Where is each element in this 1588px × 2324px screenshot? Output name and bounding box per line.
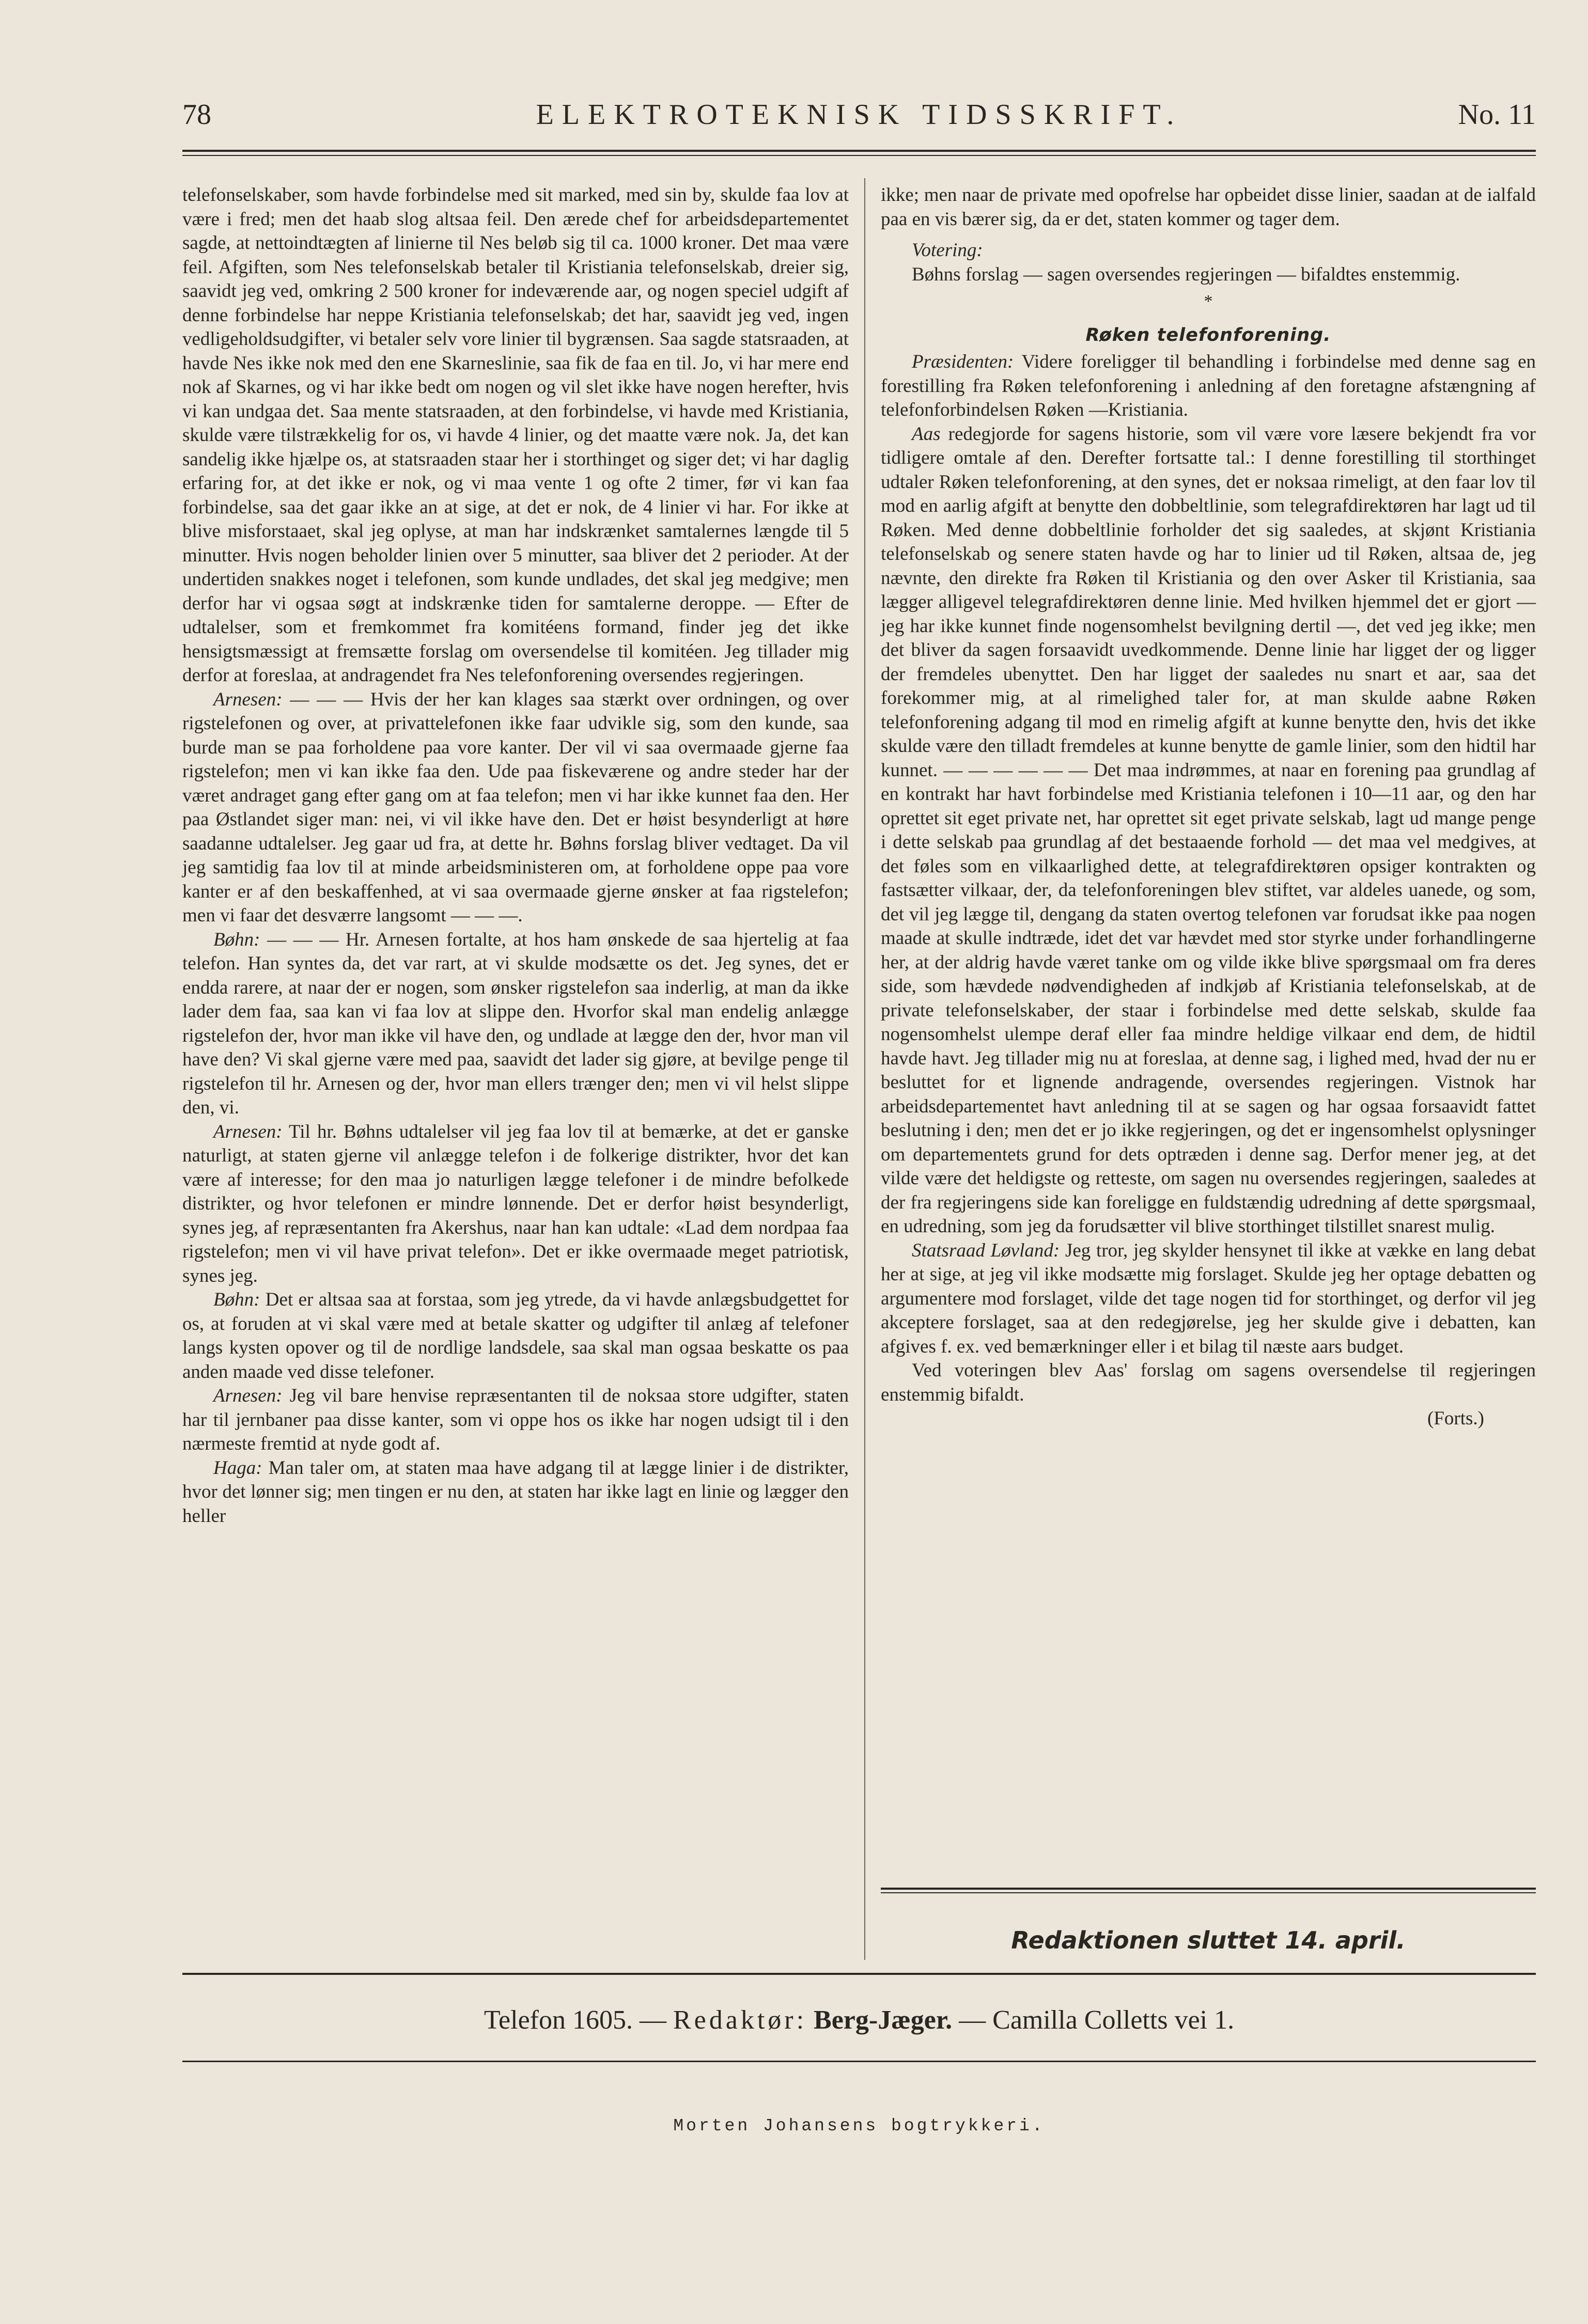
asterism: * xyxy=(1204,292,1213,311)
paragraph xyxy=(182,688,849,928)
speaker: Arnesen: xyxy=(213,688,283,710)
editorial-closing-note: Redaktionen sluttet 14. april. xyxy=(1011,1926,1406,1954)
speaker: Arnesen: xyxy=(213,1121,283,1142)
speech-text: Videre foreligger til behandling i forbindelse med denne sag en forestilling fra Røken telefonforening i anledning af den foretagne afstængning af telefonforbindelsen Røken —Kristiania. xyxy=(881,351,1536,420)
continuation-line xyxy=(881,1407,1536,1431)
speaker: Haga: xyxy=(213,1457,262,1479)
issue-number: No. 11 xyxy=(1458,99,1536,131)
editor-label: Redaktør: xyxy=(673,2005,807,2035)
right-column xyxy=(881,183,1536,1431)
header-rule-thick xyxy=(182,150,1536,152)
journal-title: ELEKTROTEKNISK TIDSSKRIFT. xyxy=(536,99,1182,131)
paragraph: Ved voteringen blev Aas' forslag om sagens oversendelse til regjeringen enstemmig bifaldt. xyxy=(881,1360,1536,1405)
speaker: Bøhn: xyxy=(213,929,260,950)
speaker: Præsidenten: xyxy=(912,351,1014,372)
speaker: Arnesen: xyxy=(213,1385,283,1406)
page-number: 78 xyxy=(182,99,211,131)
paragraph xyxy=(182,1456,849,1529)
votering-label: Votering: xyxy=(912,240,983,261)
paragraph xyxy=(881,422,1536,1239)
paragraph xyxy=(182,1384,849,1456)
column-separator xyxy=(864,178,865,1960)
speech-text: Til hr. Bøhns udtalelser vil jeg faa lov til at bemærke, at det er ganske naturligt, at staten gjerne vil anlægge telefon i de folkerige distrikter, hvor det kan være af interesse; for den maa jo naturligen lægge telefoner i de mindre befolkede distrikter, og hvor telefonen er mindre lønnende. Det er derfor høist besynderligt, synes jeg, af repræsentanten fra Akershus, naar han kan udtale: «Lad dem nordpaa faa rigstelefon; men vi vil have privat telefon». Det er ikke overmaade meget patriotisk, synes jeg. xyxy=(182,1121,849,1286)
running-header xyxy=(182,98,1536,139)
speech-text: Man taler om, at staten maa have adgang til at lægge linier i de distrikter, hvor det lønner sig; men tingen er nu den, at staten har ikke lagt en linie og lægger den heller xyxy=(182,1457,849,1527)
section-title: Røken telefonforening. xyxy=(1085,324,1331,346)
speaker: Statsraad Løvland: xyxy=(912,1239,1060,1261)
speech-text: Jeg vil bare henvise repræsentanten til de noksaa store udgifter, staten har til jernbaner paa disse kanter, som vi oppe hos os ikke har nogen udsigt til i den nærmeste fremtid at nyde godt af. xyxy=(182,1385,849,1454)
speech-text: — — — Hr. Arnesen fortalte, at hos ham ønskede de saa hjertelig at faa telefon. Han syntes da, det var rart, at vi skulde modsætte os det. Jeg synes, det er endda rarere, at naar der er nogen, som ønsker rigstelefon saa inderlig, at man da ikke lader dem faa, saa kan vi faa lov at slippe den. Hvorfor skal man endelig anlægge rigstelefon der, hvor man ikke vil have den, og undlade at lægge den der, hvor man vil have den? Vi skal gjerne være med paa, saavidt det lader sig gjøre, at bevilge penge til rigstelefon til hr. Arnesen og der, hvor man ellers trænger den; men vi vil helst slippe den, vi. xyxy=(182,929,849,1118)
speech-text: Det er altsaa saa at forstaa, som jeg ytrede, da vi havde anlægsbudgettet for os, at foruden at vi skal være med at betale skatter og udgifter til anlæg af telefoner langs kysten opover og til de nordlige landsdele, saa skal man ogsaa beskatte os paa anden maade ved disse telefoner. xyxy=(182,1289,849,1383)
footer-imprint xyxy=(182,2005,1536,2035)
paragraph xyxy=(182,928,849,1120)
speech-text: — — — Hvis der her kan klages saa stærkt over ordningen, og over rigstelefonen og over, at privattelefonen ikke faar udvikle sig, som den kunde, saa burde man se paa forholdene paa vore kanter. Der vil vi saa overmaade gjerne faa rigstelefon; men vi kan ikke faa den. Ude paa fiskeværene og andre steder har der været andraget gang efter gang om at faa telefon; men vi har ikke kunnet faa den. Her paa Østlandet siger man: nei, vi vil ikke have den. Det er høist besynderligt at høre saadanne udtalelser. Jeg gaar ud fra, at dette hr. Bøhns forslag bliver vedtaget. Da vil jeg samtidig faa lov til at minde arbeidsministeren om, at forholdene oppe paa vore kanter er af den beskaffenhed, at vi saa overmaade gjerne ønsker at faa rigstelefon; men vi faar det desværre langsomt — — —. xyxy=(182,688,849,926)
address: Camilla Colletts vei 1. xyxy=(992,2005,1235,2035)
paragraph xyxy=(881,1239,1536,1359)
printer-credit: Morten Johansens bogtrykkeri. xyxy=(673,2116,1045,2135)
speech-text: Jeg tror, jeg skylder hensynet til ikke at vække en lang debat her at sige, at jeg vil ikke modsætte mig forslaget. Skulde jeg her optage debatten og argumentere mod forslaget, vilde det tage nogen tid for storthinget, og derfor vil jeg akceptere forslaget, saa at den redegjørelse, jeg her skulde give i debatten, kan afgives f. ex. ved bemærkninger eller i et bilag til næste aars budget. xyxy=(881,1239,1536,1357)
speaker: Aas xyxy=(912,423,941,445)
paragraph: telefonselskaber, som havde forbindelse med sit marked, med sin by, skulde faa lov at være i fred; men det haab slog altsaa feil. Den ærede chef for arbeidsdepartementet sagde, at nettoindtægten af linierne til Nes beløb sig til ca. 1000 kroner. Det maa være feil. Afgiften, som Nes telefonselskab betaler til Kristiania telefonselskab, dreier sig, saavidt jeg ved, omkring 2 500 kroner for indeværende aar, og nogen speciel udgift af denne forbindelse har neppe Kristiania telefonselskab; det har, saavidt jeg ved, ingen vedligeholdsudgifter, vi betaler selv vore linier til bygrænsen. Saa sagde statsraaden, at havde Nes ikke nok med den ene Skarneslinie, saa fik de faa en til. Jo, vi har mere end nok af Skarnes, og vi har ikke bedt om nogen og vil slet ikke have nogen herefter, hvis vi kan undgaa det. Saa mente statsraaden, at den forbindelse, vi havde med Kristiania, skulde være tilstrækkelig for os, vi havde 4 linier, og det maatte være nok. Ja, det kan sandelig ikke hjælpe os, at statsraaden staar her i storthinget og siger det; vi har daglig erfaring for, at det ikke er nok, og vi maa vente 1 og ofte 2 timer, før vi kan faa forbindelse, saa det gaar ikke an at sige, at det er nok, de 4 linier vi har. For ikke at blive misforstaaet, skal jeg oplyse, at man har indskrænket samtalernes længde til 5 minutter. Hvis nogen beholder linien over 5 minutter, saa bliver det 2 perioder. At der undertiden snakkes noget i telefonen, som kunde undlades, det skal jeg medgive; men derfor har vi ogsaa søgt at indskrænke tiden for samtalerne deroppe. — Efter de udtalelser, som et fremkommet fra komitéens formand, finder jeg det ikke hensigtsmæssigt at fremsætte forslag om oversendelse til komitéen. Jeg tillader mig derfor at foreslaa, at andragendet fra Nes telefonforening oversendes regjeringen. xyxy=(182,184,849,686)
footer-rule-bottom xyxy=(182,2061,1536,2062)
speaker: Bøhn: xyxy=(213,1289,260,1310)
paragraph xyxy=(182,1288,849,1384)
telephone-number: Telefon 1605. xyxy=(484,2005,633,2035)
editor-name: Berg-Jæger. xyxy=(814,2005,953,2035)
continued-note: (Forts.) xyxy=(1427,1408,1484,1429)
closing-rule-thin xyxy=(881,1892,1536,1893)
paragraph xyxy=(881,350,1536,422)
closing-rule-thick xyxy=(881,1888,1536,1890)
left-column xyxy=(182,183,849,1528)
header-rule-thin xyxy=(182,155,1536,156)
paragraph: Bøhns forslag — sagen oversendes regjeringen — bifaldtes enstemmig. xyxy=(912,263,1460,285)
separator-dash: — xyxy=(639,2005,666,2035)
speech-text: redegjorde for sagens historie, som vil være vore læsere bekjendt fra vor tidligere omtale af den. Derefter fortsatte tal.: I denne forestilling til storthinget udtaler Røken telefonforening, at den synes, det er noksaa rimeligt, at den faar lov til mod en aarlig afgift at benytte den dobbeltlinie, som telegrafdirektøren har lagt ud til Røken. Med denne dobbeltlinie forholder det sig saaledes, at skjønt Kristiania telefonselskab og senere staten havde og har to linier ud til Røken, altsaa de, jeg nævnte, den direkte fra Røken til Kristiania og den over Asker til Kristiania, saa lægger alligevel telegrafdirektøren denne linie. Med hvilken hjemmel det er gjort — jeg har ikke kunnet finde nogensomhelst bevilgning dertil —, det ved jeg ikke; men det bliver da sagen forsaavidt uvedkommende. Denne linie har ligget der og ligger der fremdeles ubenyttet. Den har ligget der saaledes nu snart et aar, saa det forekommer mig, at al rimelighed taler for, at man skulde aabne Røken telefonforening adgang til mod en rimelig afgift at kunne benytte den, hvis det ikke skulde være den tilladt fremdeles at kunne benytte de gamle linier, som den hidtil har kunnet. — — — — — — Det maa indrømmes, at naar en forening paa grundlag af en kontrakt har havt forbindelse med Kristiania telefonen i 10—11 aar, og den har oprettet sit eget private net, har oprettet sit eget private selskab, lagt ud mange penge i dette selskab paa grundlag af det bestaaende forhold — det maa vel medgives, at det føles som en vilkaarlighed dette, at telegrafdirektøren opsiger kontrakten og fastsætter vilkaar, der, da telefonforeningen blev stiftet, var aldeles uanede, og som, det vil jeg lægge til, dengang da staten overtog telefonen var forudsat ikke paa nogen maade at skulle indtræde, idet det var hævdet med stor styrke under forhandlingerne her, at der aldrig havde været tanke om og vilde ikke blive spørgsmaal om fra deres side, som hævdede nødvendigheden af indkjøb af Kristiania telefonselskab, at de private telefonselskaber, der staar i forbindelse med dette selskab, skulde faa nogensomhelst ulempe deraf eller faa mindre heldige vilkaar end dem, de hidtil havde havt. Jeg tillader mig nu at foreslaa, at denne sag, i lighed med, hvad der nu er besluttet for et lignende andragende, oversendes regjeringen. Vistnok har arbeidsdepartementet havt anledning til at se sagen og har ogsaa forsaavidt fattet beslutning i den; men det er jo ikke regjeringen, og det er ingensomhelst oplysninger om departementets grund for dets optræden i denne sag. Derfor mener jeg, at det vilde være det heldigste og retteste, om sagen nu oversendes regjeringen, saaledes at der fra regjeringens side kan foreligge en fuldstændig udredning af dette spørgsmaal, en udredning, som jeg da forudsætter vil blive storthinget tilstillet snarest mulig. xyxy=(881,423,1536,1237)
paragraph xyxy=(182,1120,849,1289)
footer-rule-top xyxy=(182,1973,1536,1975)
paragraph: ikke; men naar de private med opofrelse har opbeidet disse linier, saadan at de ialfald paa en vis bærer sig, da er det, staten kommer og tager dem. xyxy=(881,184,1536,230)
separator-dash: — xyxy=(959,2005,986,2035)
